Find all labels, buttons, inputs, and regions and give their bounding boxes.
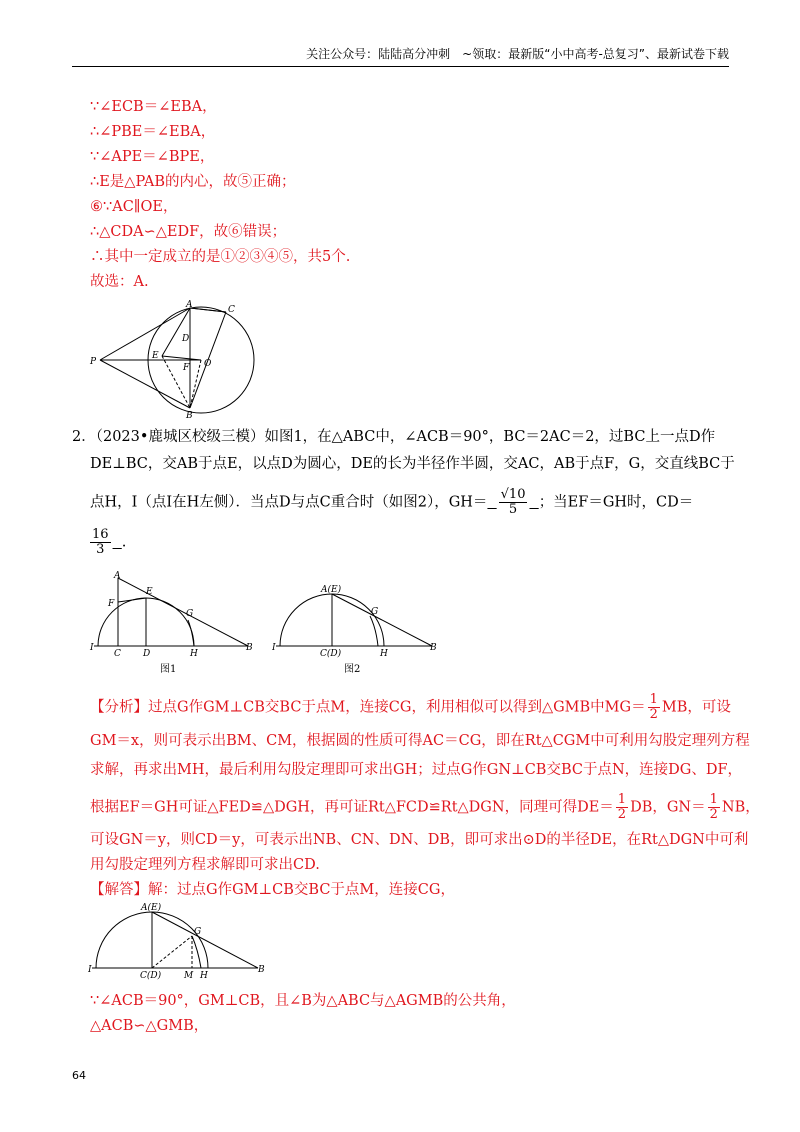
prev-line-6: ∴△CDA∽△EDF，故⑥错误；	[90, 224, 287, 240]
label-M: M	[184, 971, 194, 981]
answer-gh-fraction: $\frac{√10}{5}$	[500, 487, 526, 517]
fraction-half: $\frac{1}{2}$	[649, 692, 658, 722]
question-2-line-4: $\frac{16}{3}$ .	[92, 527, 127, 557]
label-E: E	[152, 351, 159, 361]
prev-line-5: ⑥∵AC∥OE，	[90, 199, 178, 215]
label-B: B	[258, 965, 265, 975]
question-2-line-3	[90, 488, 693, 517]
prev-line-4: ∴E是△PAB的内心，故⑤正确；	[90, 174, 296, 190]
label-H: H	[200, 971, 208, 981]
answer-cd-fraction: $\frac{16}{3}$	[92, 527, 109, 557]
solution-tag: 【解答】	[90, 882, 148, 898]
analysis-line-5: 可设GN＝y，则CD＝y，可表示出NB、CN、DN、DB，即可求出⊙D的半径DE，在Rt△DGN中可利	[90, 832, 749, 848]
figure-circle-tangent	[88, 300, 268, 420]
figure-1-semicircle	[88, 568, 263, 680]
fraction-half: $\frac{1}{2}$	[617, 792, 627, 822]
solution-line-3: △ACB∽△GMB，	[90, 1018, 209, 1034]
label-E: E	[146, 587, 153, 597]
solution-line-2: ∵∠ACB＝90°，GM⊥CB，且∠B为△ABC与△AGMB的公共角，	[90, 993, 516, 1009]
label-B: B	[186, 411, 193, 420]
figure-solution-semicircle	[88, 900, 273, 985]
prev-line-7: ∴其中一定成立的是①②③④⑤，共5个.	[90, 249, 351, 265]
label-O: O	[204, 359, 212, 369]
figure-caption: 图2	[344, 664, 361, 675]
label-I: I	[88, 965, 92, 975]
label-CD: C(D)	[320, 649, 342, 659]
label-AE: A(E)	[321, 585, 342, 595]
question-2-line-2: DE⊥BC，交AB于点E，以点D为圆心，DE的长为半径作半圆，交AC，AB于点F，G，交直线BC于	[90, 456, 735, 472]
label-C: C	[228, 305, 235, 315]
question-source: （2023•鹿城区校级三模）	[95, 429, 265, 445]
analysis-tag: 【分析】	[90, 699, 148, 716]
solution-line-1: 【解答】解：过点G作GM⊥CB交BC于点M，连接CG，	[90, 882, 455, 898]
figure-caption: 图1	[160, 664, 177, 675]
label-B: B	[246, 643, 253, 653]
question-2-line-1	[72, 427, 715, 447]
question-number: 2．	[72, 429, 96, 445]
label-D: D	[182, 334, 190, 344]
prev-line-3: ∵∠APE＝∠BPE，	[90, 149, 215, 165]
prev-line-8: 故选：A.	[90, 274, 149, 290]
label-CD: C(D)	[140, 971, 162, 981]
analysis-line-3: 求解，再求出MH，最后利用勾股定理即可求出GH；过点G作GN⊥CB交BC于点N，连接DG、DF，	[90, 762, 743, 778]
question-text-3a: 点H，I（点I在H左侧）．当点D与点C重合时（如图2），GH＝	[90, 494, 488, 511]
page-header: 关注公众号：陆陆高分冲刺 ~领取：最新版“小中高考-总复习”、最新试卷下载	[306, 47, 729, 61]
label-A: A	[186, 300, 193, 310]
question-text-1: 如图1，在△ABC中，∠ACB＝90°，BC＝2AC＝2，过BC上一点D作	[264, 429, 716, 445]
label-G: G	[186, 609, 194, 619]
header-rule	[72, 66, 729, 67]
label-P: P	[90, 357, 97, 367]
prev-line-1: ∵∠ECB＝∠EBA，	[90, 99, 217, 115]
label-D: D	[143, 649, 151, 659]
label-H: H	[380, 649, 388, 659]
analysis-line-6: 用勾股定理列方程求解即可求出CD.	[90, 857, 320, 873]
analysis-line-2: GM＝x，则可表示出BM、CM，根据圆的性质可得AC＝CG，即在Rt△CGM中可利用勾股定理列方程	[90, 733, 750, 749]
label-B: B	[430, 643, 437, 653]
label-C: C	[114, 649, 121, 659]
label-F: F	[183, 363, 190, 373]
question-text-3b: ；当EF＝GH时，CD＝	[538, 494, 694, 511]
label-F: F	[108, 599, 115, 609]
prev-line-2: ∴∠PBE＝∠EBA，	[90, 124, 216, 140]
label-I: I	[272, 643, 276, 653]
fraction-half: $\frac{1}{2}$	[709, 792, 718, 822]
page-number: 64	[72, 1069, 86, 1082]
label-G: G	[194, 927, 202, 937]
label-I: I	[90, 643, 94, 653]
analysis-line-4: 根据EF＝GH可证△FED≌△DGH，再可证Rt△FCD≌Rt△DGN，同理可得DE＝ $\frac{1}{2}$ DB，GN＝ $\frac{1}{2}$ NB，	[90, 792, 760, 822]
label-G: G	[371, 607, 379, 617]
label-A: A	[114, 571, 121, 581]
analysis-line-1: 【分析】过点G作GM⊥CB交BC于点M，连接CG，利用相似可以得到△GMB中MG＝ $\frac{1}{2}$ MB，可设	[90, 692, 731, 722]
figure-2-semicircle	[272, 578, 447, 680]
label-H: H	[190, 649, 198, 659]
label-AE: A(E)	[141, 903, 162, 913]
